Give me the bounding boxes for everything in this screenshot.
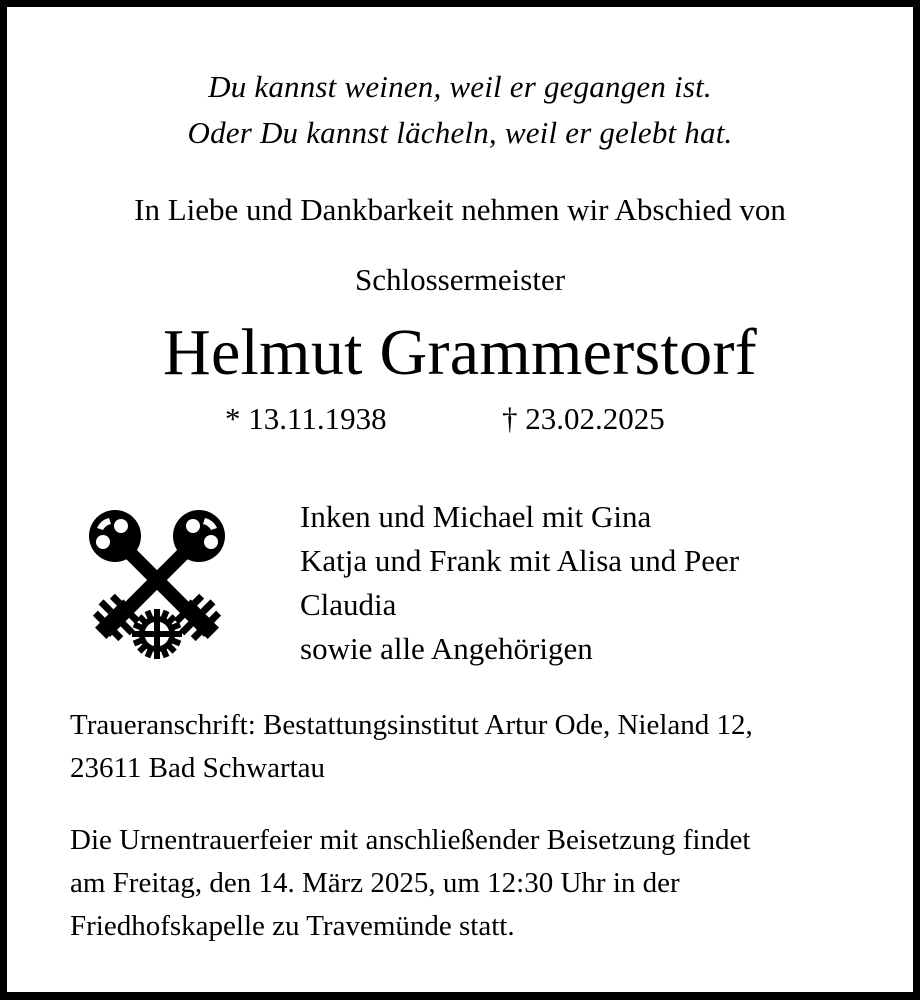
deceased-title: Schlossermeister	[354, 262, 566, 297]
crossed-keys-with-gear-icon	[77, 504, 237, 664]
obituary-notice	[7, 7, 913, 992]
address-line-2: 23611 Bad Schwartau	[70, 752, 326, 784]
mourning-address	[70, 704, 753, 790]
mourner-line: Claudia	[300, 587, 397, 622]
deceased-name: Helmut Grammerstorf	[162, 316, 758, 389]
intro-text: In Liebe und Dankbarkeit nehmen wir Abschied von	[134, 192, 786, 227]
quote-line-2: Oder Du kannst lächeln, weil er gelebt hat.	[187, 115, 733, 150]
birth-date: * 13.11.1938	[225, 401, 387, 436]
mourner-line: Katja und Frank mit Alisa und Peer	[300, 543, 740, 578]
ceremony-details	[70, 819, 750, 948]
ceremony-line-1: Die Urnentrauerfeier mit anschließender Beisetzung findet	[70, 824, 751, 856]
ceremony-line-3: Friedhofskapelle zu Travemünde statt.	[70, 910, 515, 942]
mourner-line: Inken und Michael mit Gina	[300, 499, 652, 534]
mourner-line: sowie alle Angehörigen	[300, 631, 593, 666]
mourners-list	[300, 495, 739, 671]
address-line-1: Traueranschrift: Bestattungsinstitut Artur Ode, Nieland 12,	[70, 709, 753, 741]
death-date: † 23.02.2025	[502, 401, 665, 436]
quote-line-1: Du kannst weinen, weil er gegangen ist.	[208, 69, 712, 104]
ceremony-line-2: am Freitag, den 14. März 2025, um 12:30 Uhr in der	[70, 867, 680, 899]
